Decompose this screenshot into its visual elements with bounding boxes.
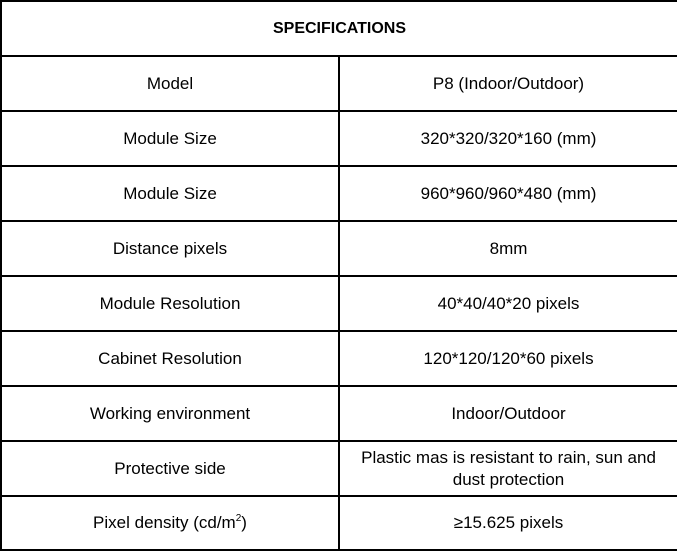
spec-value: 8mm: [339, 221, 677, 276]
spec-label: Cabinet Resolution: [1, 331, 339, 386]
spec-label: [1, 496, 339, 550]
spec-value: ≥15.625 pixels: [339, 496, 677, 550]
table-row: [1, 496, 677, 550]
spec-label: Protective side: [1, 441, 339, 496]
table-row: [1, 441, 677, 496]
spec-label: Module Size: [1, 166, 339, 221]
spec-label: Module Size: [1, 111, 339, 166]
spec-value: 120*120/120*60 pixels: [339, 331, 677, 386]
spec-value: Indoor/Outdoor: [339, 386, 677, 441]
spec-value: 960*960/960*480 (mm): [339, 166, 677, 221]
table-row: [1, 166, 677, 221]
spec-label: Distance pixels: [1, 221, 339, 276]
spec-label: Working environment: [1, 386, 339, 441]
spec-value: 40*40/40*20 pixels: [339, 276, 677, 331]
table-row: [1, 276, 677, 331]
spec-label-main: Pixel density (cd/m: [93, 513, 236, 532]
spec-label: Module Resolution: [1, 276, 339, 331]
spec-label: Model: [1, 56, 339, 111]
spec-label-superscript: 2: [235, 513, 242, 524]
table-row: [1, 386, 677, 441]
table-row: [1, 331, 677, 386]
spec-value: 320*320/320*160 (mm): [339, 111, 677, 166]
table-title: SPECIFICATIONS: [1, 1, 677, 56]
table-header-row: [1, 1, 677, 56]
spec-label-end: ): [241, 513, 247, 532]
table-row: [1, 221, 677, 276]
table-row: [1, 111, 677, 166]
spec-value: P8 (Indoor/Outdoor): [339, 56, 677, 111]
table-row: [1, 56, 677, 111]
spec-value: Plastic mas is resistant to rain, sun and dust protection: [339, 441, 677, 496]
